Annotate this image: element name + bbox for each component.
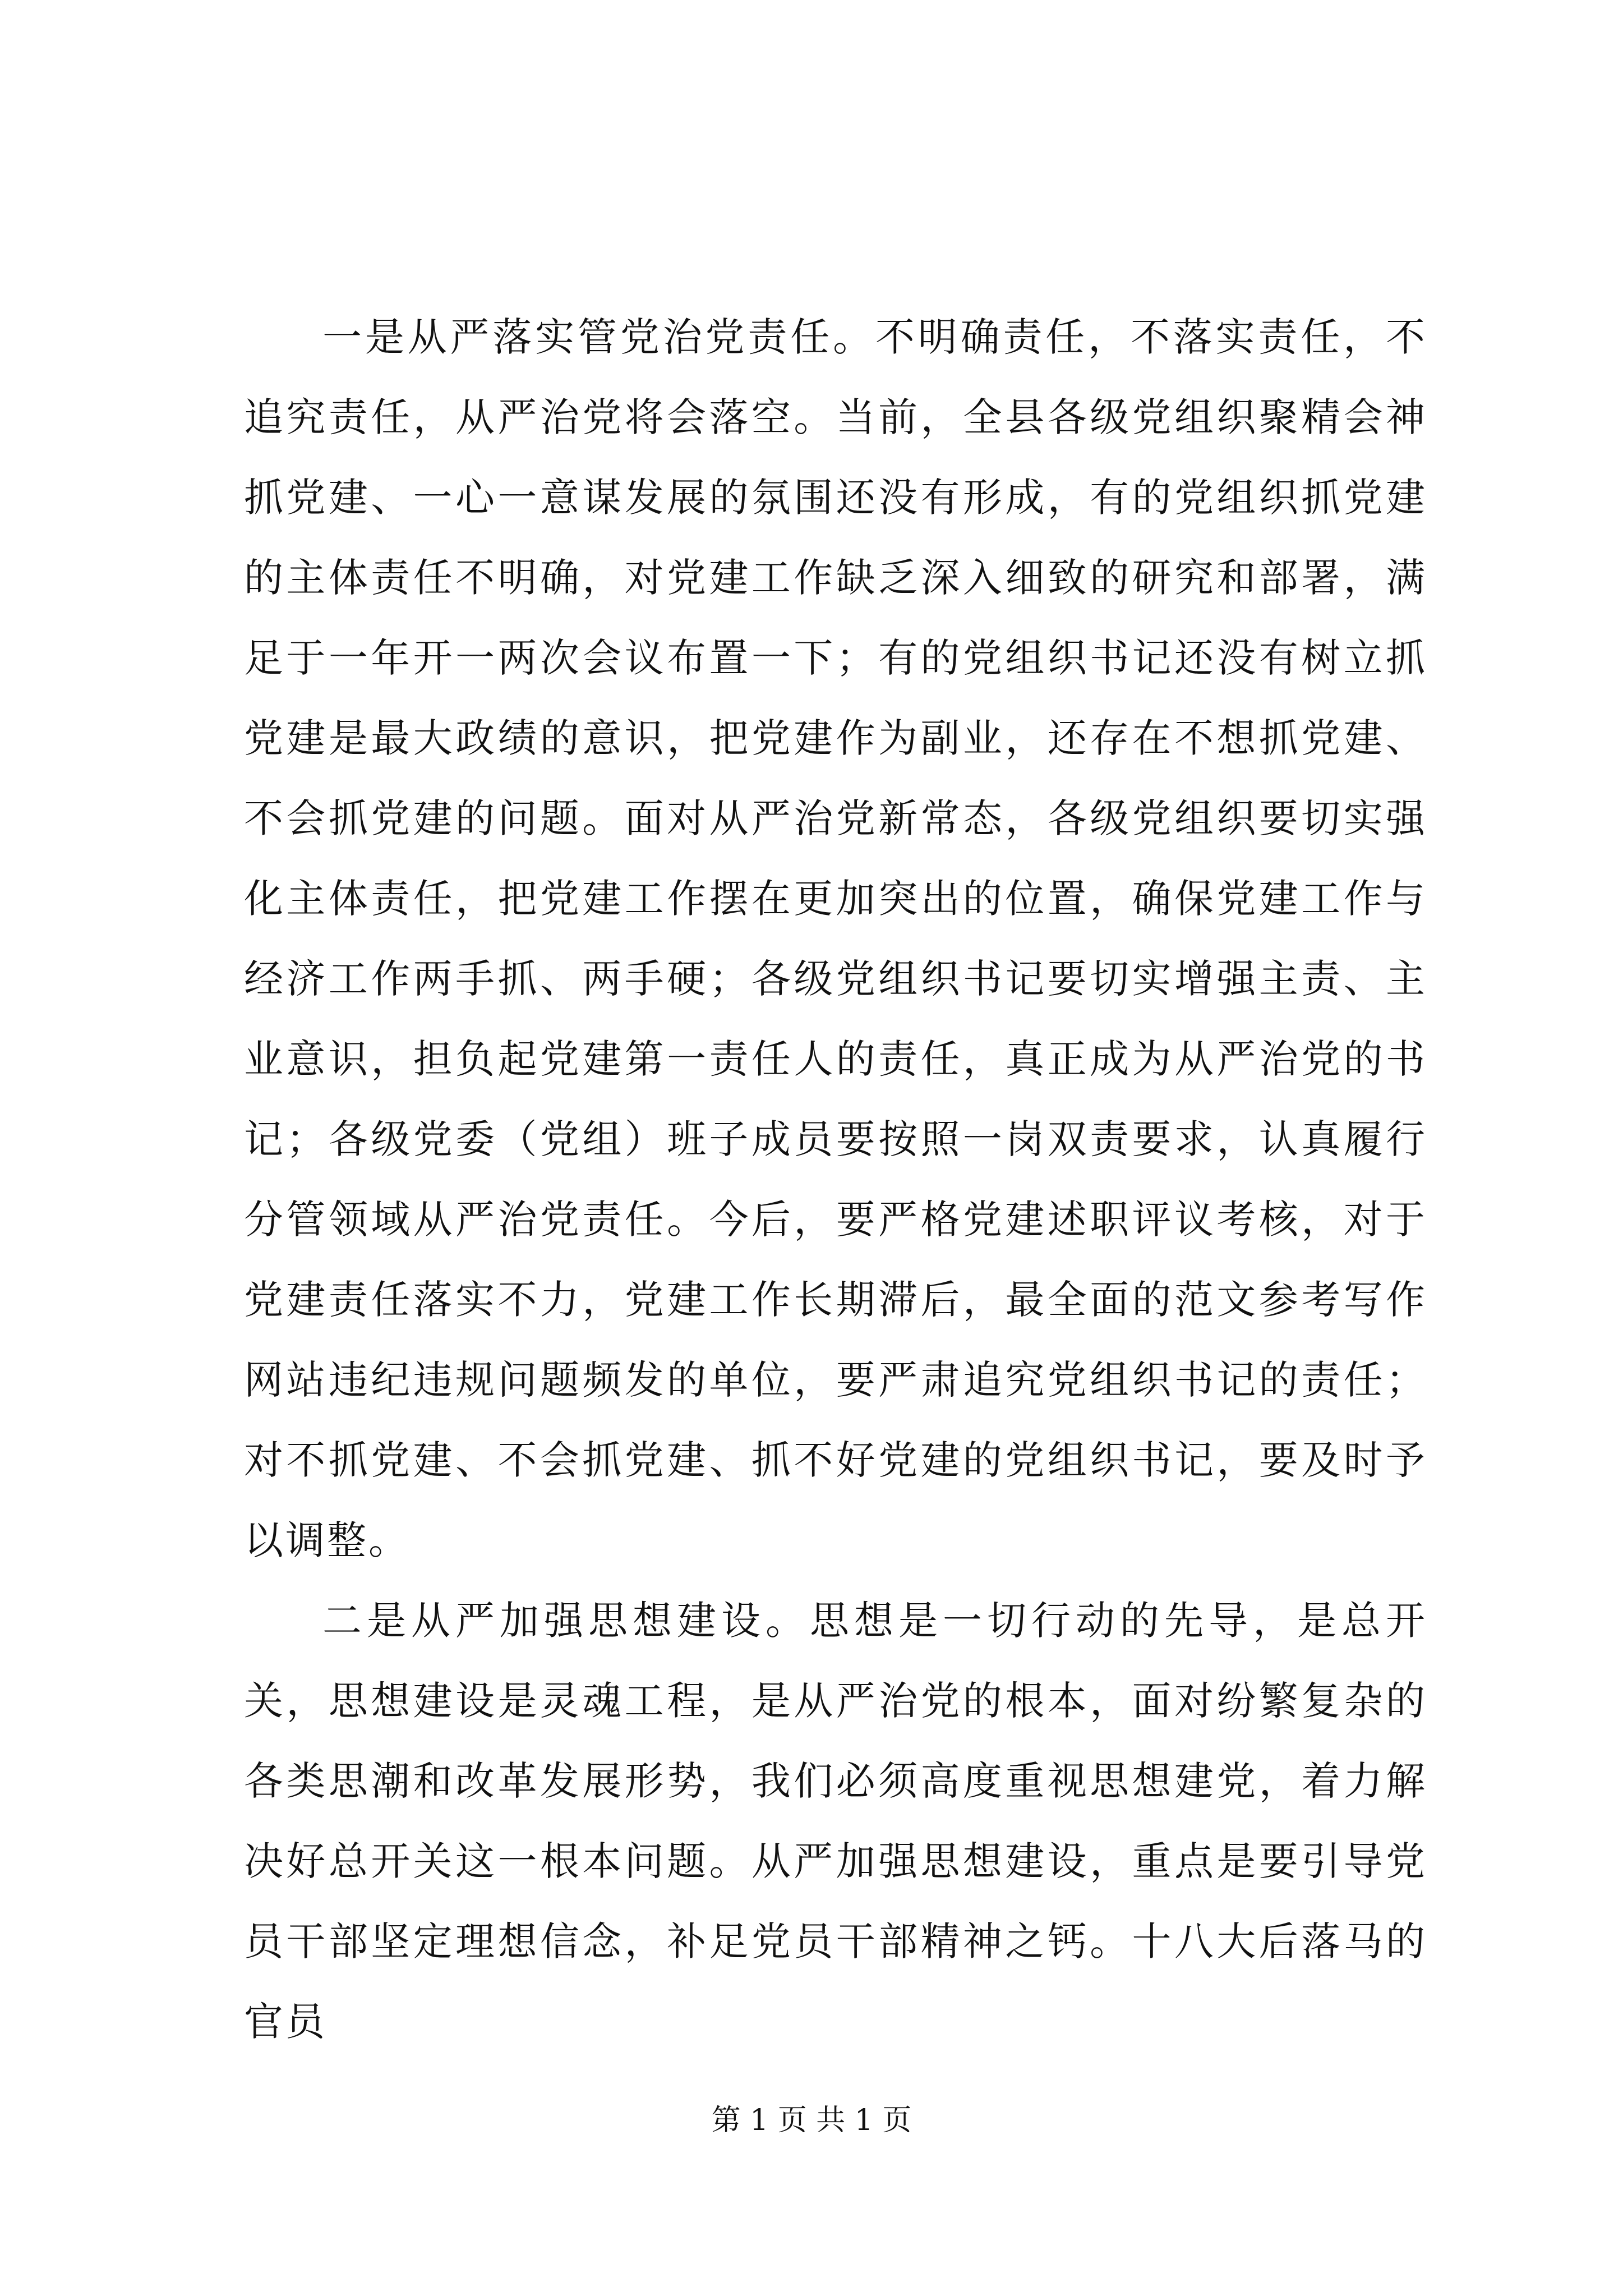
paragraph-2: 二是从严加强思想建设。思想是一切行动的先导，是总开关，思想建设是灵魂工程，是从严治党的根本，面对纷繁复杂的各类思潮和改革发展形势，我们必须高度重视思想建党，着力解决好总开关这一根本问题。从严加强思想建设，重点是要引导党员干部坚定理想信念，补足党员干部精神之钙。十八大后落马的官员 — [244, 1598, 1427, 2045]
paragraph-1: 一是从严落实管党治党责任。不明确责任，不落实责任，不追究责任，从严治党将会落空。当前，全县各级党组织聚精会神抓党建、一心一意谋发展的氛围还没有形成，有的党组织抓党建的主体责任不明确，对党建工作缺乏深入细致的研究和部署，满足于一年开一两次会议布置一下；有的党组织书记还没有树立抓党建是最大政绩的意识，把党建作为副业，还存在不想抓党建、不会抓党建的问题。面对从严治党新常态，各级党组织要切实强化主体责任，把党建工作摆在更加突出的位置，确保党建工作与经济工作两手抓、两手硬；各级党组织书记要切实增强主责、主业意识，担负起党建第一责任人的责任，真正成为从严治党的书记；各级党委（党组）班子成员要按照一岗双责要求，认真履行分管领域从严治党责任。今后，要严格党建述职评议考核，对于党建责任落实不力，党建工作长期滞后，最全面的范文参考写作网站违纪违规问题频发的单位，要严肃追究党组织书记的责任；对不抓党建、不会抓党建、抓不好党建的党组织书记，要及时予以调整。 — [244, 314, 1427, 1563]
document-body — [244, 297, 1427, 2062]
page-footer: 第 1 页 共 1 页 — [711, 2104, 912, 2137]
